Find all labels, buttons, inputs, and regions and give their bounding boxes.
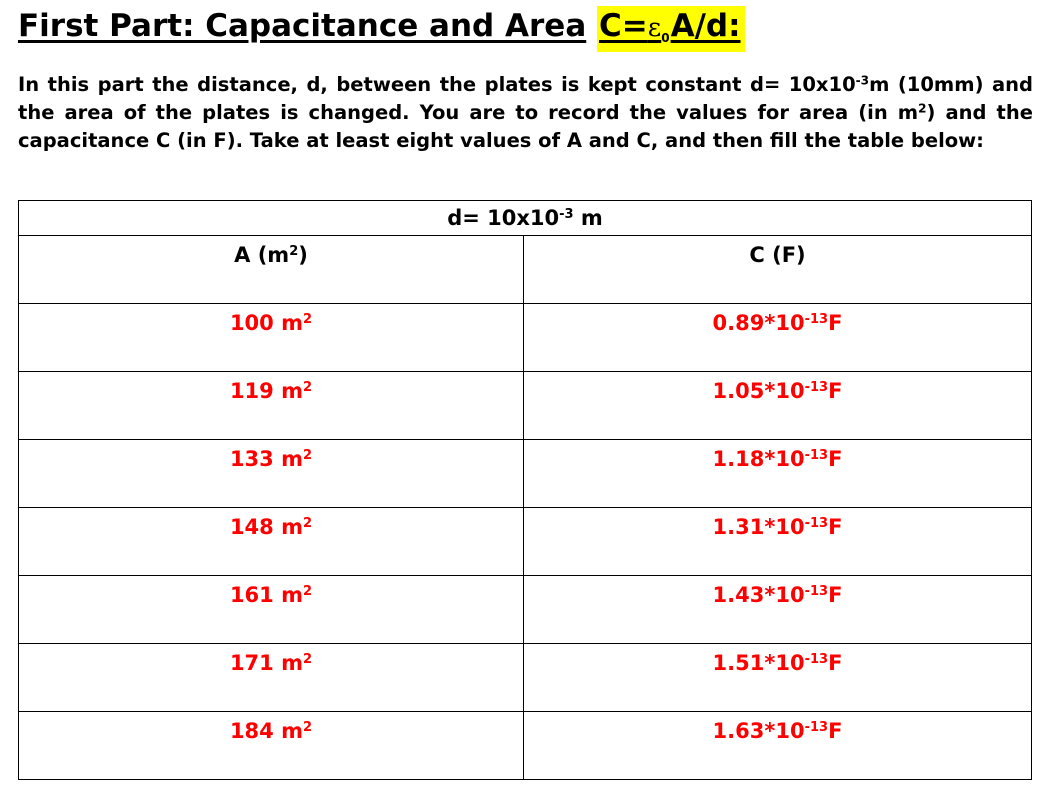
distance-caption — [19, 201, 1032, 236]
capacitance-formula — [597, 6, 744, 52]
table-row — [19, 372, 1032, 440]
area-unit-exponent: 2 — [302, 719, 313, 735]
caption-text: d= 10x10 — [447, 206, 560, 230]
area-cell — [19, 712, 524, 780]
capacitance-unit: F — [828, 719, 843, 743]
area-header-close: ) — [298, 243, 308, 267]
capacitance-unit: F — [828, 583, 843, 607]
capacitance-unit: F — [828, 651, 843, 675]
table-row — [19, 644, 1032, 712]
table-row — [19, 304, 1032, 372]
area-header-exponent: 2 — [289, 243, 299, 259]
capacitance-value: 1.05 — [712, 379, 765, 403]
formula-suffix: A/d: — [670, 8, 741, 44]
capacitance-cell — [524, 644, 1032, 712]
area-header-label: A (m — [234, 243, 290, 267]
capacitance-unit: F — [828, 515, 843, 539]
area-unit: m — [273, 719, 303, 743]
page-title — [18, 6, 745, 52]
area-value: 100 — [229, 311, 274, 335]
area-unit-exponent: 2 — [302, 651, 313, 667]
capacitance-cell — [524, 508, 1032, 576]
area-cell — [19, 304, 524, 372]
area-unit-exponent: 2 — [302, 515, 313, 531]
capacitance-unit: F — [828, 447, 843, 471]
capacitance-cell — [524, 440, 1032, 508]
capacitance-exponent: -13 — [804, 651, 829, 667]
capacitance-base: *10 — [764, 719, 805, 743]
formula-prefix: C= — [599, 8, 648, 44]
capacitance-exponent: -13 — [804, 583, 829, 599]
area-value: 133 — [229, 447, 274, 471]
area-cell — [19, 372, 524, 440]
area-cell — [19, 644, 524, 712]
epsilon-symbol: ε — [647, 13, 662, 43]
area-unit: m — [273, 447, 303, 471]
capacitance-value: 1.31 — [712, 515, 765, 539]
capacitance-base: *10 — [764, 583, 805, 607]
column-header-area — [19, 236, 524, 304]
capacitance-value: 1.51 — [712, 651, 765, 675]
capacitance-base: *10 — [764, 515, 805, 539]
area-unit-exponent: 2 — [302, 311, 313, 327]
epsilon-subscript: 0 — [661, 31, 670, 45]
area-unit: m — [273, 583, 303, 607]
area-unit: m — [273, 311, 303, 335]
capacitance-value: 1.43 — [712, 583, 765, 607]
area-unit-exponent: 2 — [302, 379, 313, 395]
capacitance-unit: F — [828, 311, 843, 335]
capacitance-exponent: -13 — [804, 311, 829, 327]
area-cell — [19, 440, 524, 508]
data-table — [18, 200, 1032, 780]
capacitance-value: 0.89 — [712, 311, 765, 335]
intro-exponent-1: -3 — [855, 73, 870, 88]
capacitance-base: *10 — [764, 311, 805, 335]
area-value: 148 — [229, 515, 274, 539]
capacitance-unit: F — [828, 379, 843, 403]
capacitance-cell — [524, 712, 1032, 780]
intro-exponent-2: 2 — [918, 101, 927, 116]
table-row — [19, 712, 1032, 780]
caption-exponent: -3 — [559, 206, 574, 222]
table-row — [19, 508, 1032, 576]
caption-unit: m — [573, 206, 603, 230]
capacitance-cell — [524, 576, 1032, 644]
capacitance-base: *10 — [764, 651, 805, 675]
intro-part2: m (10mm) and the area of the plates is changed. You are to record the values for area (in m — [18, 73, 1033, 124]
table-row — [19, 576, 1032, 644]
capacitance-value: 1.18 — [712, 447, 765, 471]
table-row — [19, 440, 1032, 508]
area-cell — [19, 576, 524, 644]
area-value: 161 — [229, 583, 274, 607]
area-unit-exponent: 2 — [302, 583, 313, 599]
area-unit: m — [273, 651, 303, 675]
capacitance-cell — [524, 372, 1032, 440]
instructions-paragraph — [18, 71, 1033, 155]
area-value: 171 — [229, 651, 274, 675]
capacitance-base: *10 — [764, 447, 805, 471]
capacitance-exponent: -13 — [804, 447, 829, 463]
capacitance-exponent: -13 — [804, 719, 829, 735]
capacitance-value: 1.63 — [712, 719, 765, 743]
capacitance-exponent: -13 — [804, 515, 829, 531]
area-cell — [19, 508, 524, 576]
area-unit-exponent: 2 — [302, 447, 313, 463]
capacitance-exponent: -13 — [804, 379, 829, 395]
table-caption-row — [19, 201, 1032, 236]
table-header-row — [19, 236, 1032, 304]
capacitance-base: *10 — [764, 379, 805, 403]
intro-part3: ) and the capacitance C (in F). Take at least eight values of A and C, and then fill the table below: — [18, 101, 1033, 152]
area-unit: m — [273, 515, 303, 539]
area-unit: m — [273, 379, 303, 403]
capacitance-cell — [524, 304, 1032, 372]
intro-part1: In this part the distance, d, between the plates is kept constant d= 10x10 — [18, 73, 856, 96]
title-text: First Part: Capacitance and Area — [18, 8, 587, 44]
column-header-capacitance — [524, 236, 1032, 304]
area-value: 184 — [229, 719, 274, 743]
area-value: 119 — [229, 379, 274, 403]
capacitance-header-label: C (F) — [749, 243, 806, 267]
